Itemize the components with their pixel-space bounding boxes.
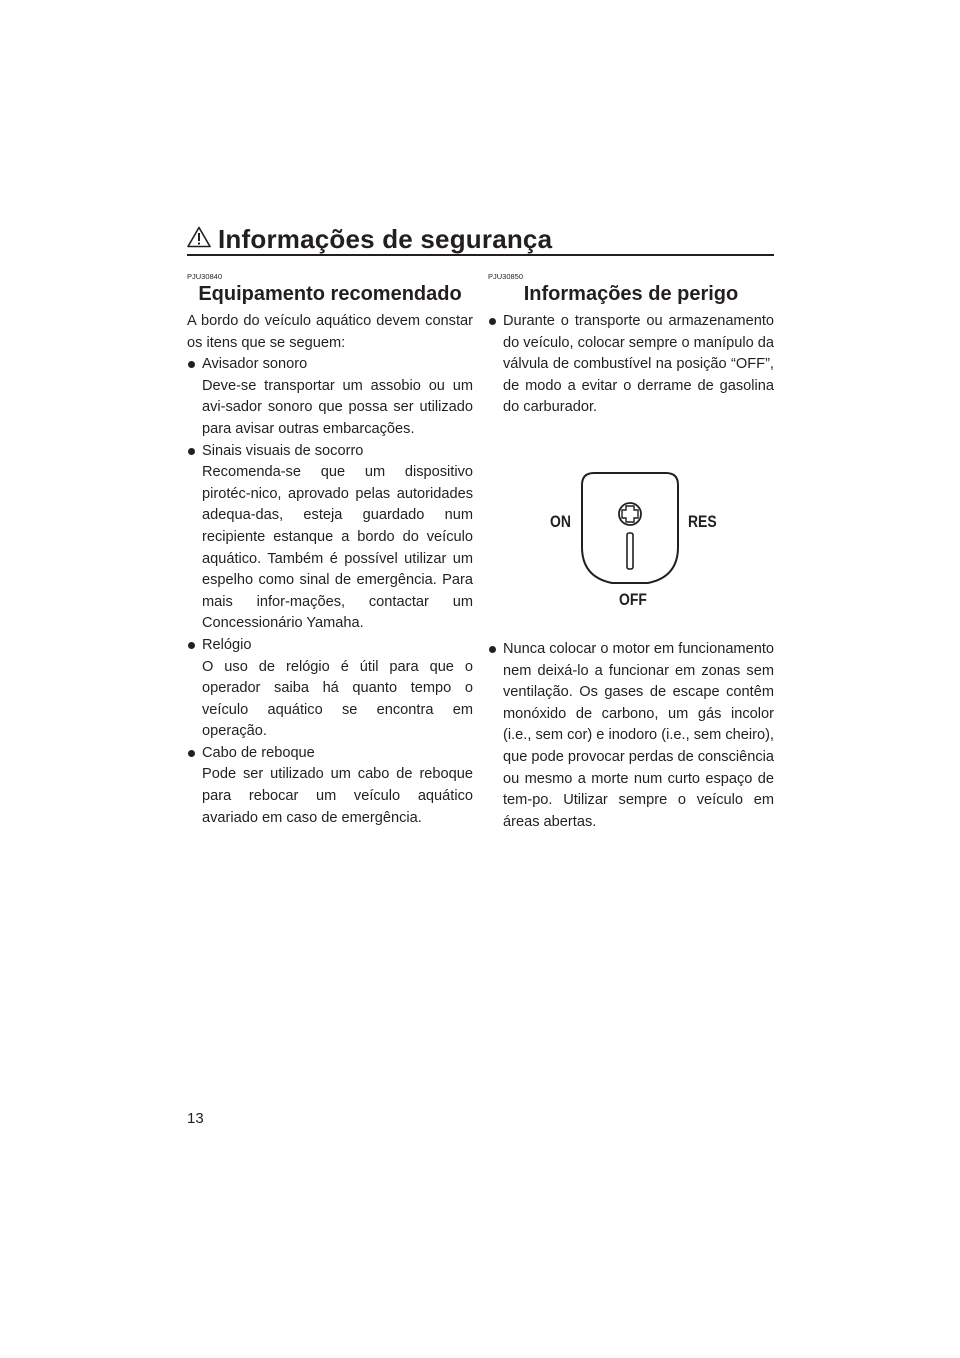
label-off: OFF xyxy=(619,590,647,610)
label-res: RES xyxy=(688,512,717,532)
item-text: Nunca colocar o motor em funcionamento nem deixá-lo a funcionar em zonas sem ventilação. Os gases de escape contêm monóxido de carbono, um gás incolor (i.e., sem cor) e inodoro (i.e., sem cheiro), que pode provocar perdas de consciência ou mesmo a morte num curto espaço de tem-po. Utilizar sempre o veículo em áreas abertas. xyxy=(503,640,774,830)
item-label: Sinais visuais de socorro xyxy=(202,442,364,459)
label-on: ON xyxy=(550,512,571,532)
bullet-icon xyxy=(187,635,202,743)
section-code: PJU30840 xyxy=(187,272,223,281)
section-code: PJU30850 xyxy=(488,272,524,281)
page-title: Informações de segurança xyxy=(218,224,553,254)
item-label: Avisador sonoro xyxy=(202,356,308,373)
list-item xyxy=(187,354,473,440)
item-text: Recomenda-se que um dispositivo pirotéc-nico, aprovado pelas autoridades adequa-das, esteja guardado num recipiente estanque a bordo do veículo aquático. Também é possível utilizar um espelho como sinal de emergência. Para mais infor-mações, contactar um Concessionário Yamaha. xyxy=(202,464,473,632)
section-title-equipamento: Equipamento recomendado xyxy=(198,283,462,305)
fuel-valve-figure xyxy=(488,435,774,625)
left-column xyxy=(187,272,473,829)
list-item xyxy=(488,311,774,419)
bullet-icon xyxy=(187,743,202,829)
item-label: Cabo de reboque xyxy=(202,744,315,761)
item-text: Deve-se transportar um assobio ou um avi-sador sonoro que possa ser utilizado para avisar outras embarcações. xyxy=(202,377,473,437)
item-text: Durante o transporte ou armazenamento do veículo, colocar sempre o manípulo da válvula de combustível na posição “OFF”, de modo a evitar o derrame de gasolina do carburador. xyxy=(503,313,774,416)
warning-triangle-icon xyxy=(187,226,211,248)
bullet-icon xyxy=(488,639,503,833)
section-title-perigo: Informações de perigo xyxy=(523,283,739,305)
item-text: O uso de relógio é útil para que o operador saiba há quanto tempo o veículo aquático se encontra em operação. xyxy=(202,658,473,740)
list-item xyxy=(187,441,473,635)
header-rule xyxy=(187,254,774,256)
intro-paragraph: A bordo do veículo aquático devem constar os itens que se seguem: xyxy=(187,313,473,351)
item-text: Pode ser utilizado um cabo de reboque para rebocar um veículo aquático avariado em caso de emergência. xyxy=(202,766,473,826)
page-number: 13 xyxy=(187,1110,204,1127)
fuel-valve-illustration xyxy=(488,435,774,625)
list-item xyxy=(187,635,473,743)
bullet-icon xyxy=(187,354,202,440)
bullet-icon xyxy=(488,311,503,419)
list-item xyxy=(187,743,473,829)
list-item xyxy=(488,639,774,833)
bullet-icon xyxy=(187,441,202,635)
item-label: Relógio xyxy=(202,636,252,653)
page-header xyxy=(187,222,774,256)
right-column xyxy=(488,272,774,833)
